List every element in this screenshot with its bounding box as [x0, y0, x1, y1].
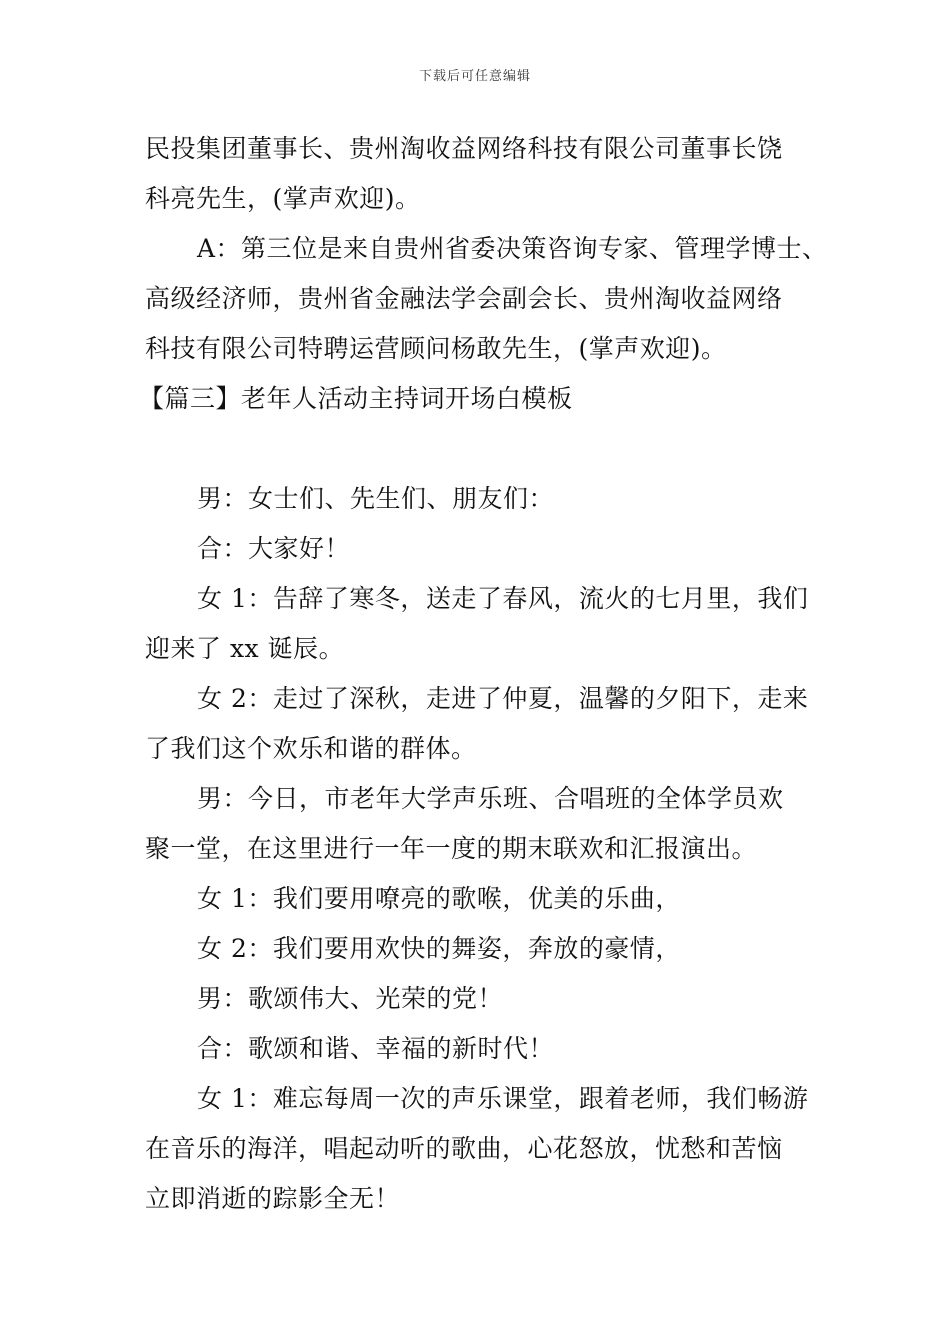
paragraph-line: 高级经济师，贵州省金融法学会副会长、贵州淘收益网络 [145, 284, 783, 313]
page-header: 下载后可任意编辑 [418, 69, 531, 84]
section-heading: 【篇三】老年人活动主持词开场白模板 [139, 384, 573, 413]
paragraph-line: 女 1：我们要用嘹亮的歌喉，优美的乐曲， [197, 884, 681, 913]
paragraph-line: 男：女士们、先生们、朋友们： [197, 484, 555, 513]
paragraph-line: 科技有限公司特聘运营顾问杨敢先生，(掌声欢迎)。 [145, 334, 727, 363]
paragraph-line: 男：今日，市老年大学声乐班、合唱班的全体学员欢 [197, 784, 784, 813]
paragraph-line: 合：大家好！ [197, 534, 351, 563]
blank-line [145, 424, 845, 474]
paragraph-line: 在音乐的海洋，唱起动听的歌曲，心花怒放，忧愁和苦恼 [145, 1134, 783, 1163]
paragraph-line: 迎来了 xx 诞辰。 [145, 634, 345, 663]
paragraph-line: 聚一堂，在这里进行一年一度的期末联欢和汇报演出。 [145, 834, 758, 863]
paragraph-line: 民投集团董事长、贵州淘收益网络科技有限公司董事长饶 [145, 134, 783, 163]
paragraph-line: 女 2：走过了深秋，走进了仲夏，温馨的夕阳下，走来 [197, 684, 809, 713]
paragraph-line: 科亮先生，(掌声欢迎)。 [145, 184, 421, 213]
paragraph-line: 了我们这个欢乐和谐的群体。 [145, 734, 477, 763]
paragraph-line: 女 1：难忘每周一次的声乐课堂，跟着老师，我们畅游 [197, 1084, 809, 1113]
paragraph-line: 女 1：告辞了寒冬，送走了春风，流火的七月里，我们 [197, 584, 809, 613]
paragraph-line: 男：歌颂伟大、光荣的党！ [197, 984, 504, 1013]
paragraph-line: A：第三位是来自贵州省委决策咨询专家、管理学博士、 [197, 234, 828, 263]
paragraph-line: 女 2：我们要用欢快的舞姿，奔放的豪情， [197, 934, 681, 963]
paragraph-line: 立即消逝的踪影全无！ [145, 1184, 401, 1213]
document-body [139, 124, 845, 1224]
paragraph-line: 合：歌颂和谐、幸福的新时代！ [197, 1034, 555, 1063]
